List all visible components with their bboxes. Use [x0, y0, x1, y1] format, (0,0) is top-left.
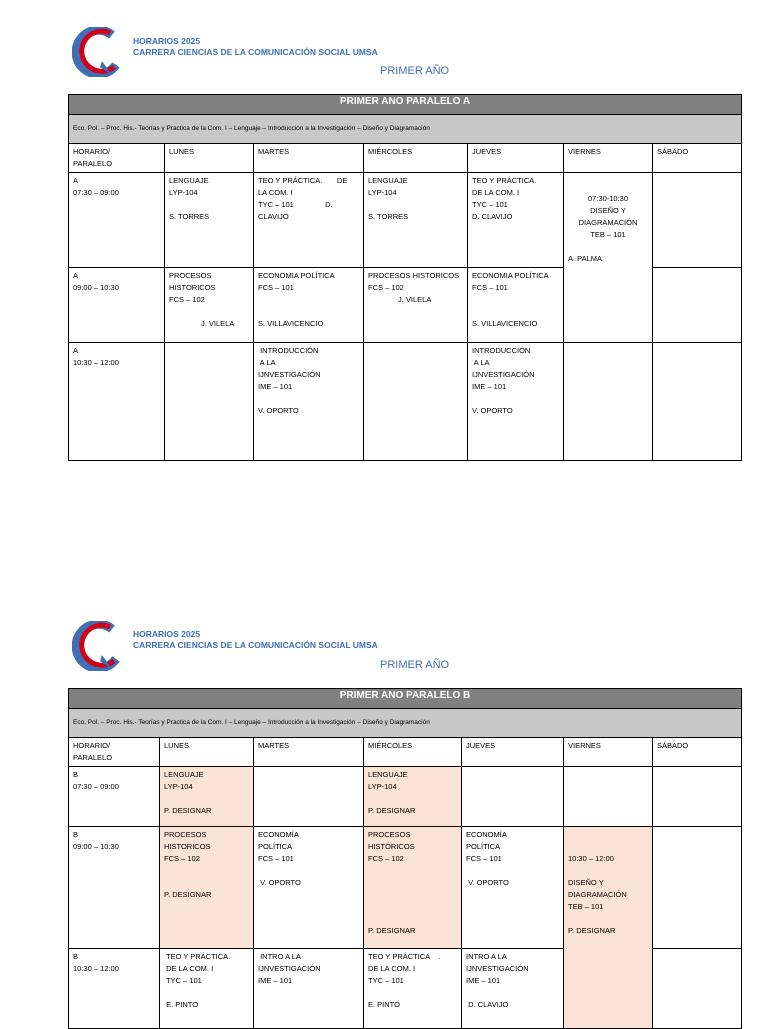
class-cell-viernes: 10:30 – 12:00 DISEÑO Y DIAGRAMACIÓN TEB – 101 P. DESIGNAR	[564, 827, 653, 1029]
header-cell: JUEVES	[468, 144, 564, 173]
class-cell: LENGUAJE LYP-104 S. TORRES	[364, 173, 468, 268]
class-cell	[364, 343, 468, 461]
org-line1: HORARIOS 2025	[133, 36, 201, 46]
class-cell: PROCESOS HISTORICOS FCS – 102 J. VILELA	[364, 268, 468, 343]
class-cell: ECONOMÍA POLÍTICA FCS – 101 V. OPORTO	[462, 827, 564, 949]
class-cell: TEO Y PRÁCTICA. DE LA COM. I TYC – 101 D. CLAVIJO	[254, 173, 364, 268]
class-cell	[165, 343, 254, 461]
class-cell: PROCESOS HISTORICOS FCS – 102 J. VILELA	[165, 268, 254, 343]
year-label: PRIMER AÑO	[380, 65, 450, 77]
umsa-logo-icon	[72, 27, 124, 77]
header-cell: MARTES	[254, 738, 364, 767]
header-cell: HORARIO/ PARALELO	[69, 144, 165, 173]
time-cell: B 09:00 – 10:30	[69, 827, 160, 949]
header-cell: VIERNES	[564, 144, 653, 173]
class-cell: TEO Y PRÁCTICA . DE LA COM. I TYC – 101 E. PINTO	[364, 949, 462, 1029]
class-cell: PROCESOS HISTORICOS FCS – 102 P. DESIGNAR	[160, 827, 254, 949]
professor-name: J. VILELA	[398, 295, 432, 304]
class-cell	[462, 767, 564, 827]
header-cell: LUNES	[165, 144, 254, 173]
class-cell	[564, 343, 653, 461]
header-cell: SÁBADO	[653, 144, 742, 173]
table-title: PRIMER ANO PARALELO B	[69, 689, 742, 709]
header-cell: SÁBADO	[653, 738, 742, 767]
time-cell: B 10:30 – 12:00	[69, 949, 160, 1029]
class-cell-viernes	[564, 173, 653, 343]
class-cell	[653, 343, 742, 461]
class-cell: LENGUAJE LYP-104 P. DESIGNAR	[160, 767, 254, 827]
header-b	[0, 594, 768, 684]
time-cell: A 07:30 – 09:00	[69, 173, 165, 268]
class-cell: TEO Y PRÁCTICA. DE LA COM. I TYC – 101 D. CLAVIJO	[468, 173, 564, 268]
header-cell: HORARIO/ PARALELO	[69, 738, 160, 767]
class-cell: INTRO A LA IJNVESTIGACIÓN IME – 101	[254, 949, 364, 1029]
class-cell	[653, 767, 742, 827]
header-a	[0, 0, 768, 90]
class-cell: PROCESOS HISTÓRICOS FCS – 102 P. DESIGNAR	[364, 827, 462, 949]
umsa-logo-icon	[72, 621, 124, 671]
viernes-class: 07:30-10:30 DISEÑO Y DIAGRAMACIÓN TEB – 101	[578, 194, 638, 239]
subjects-row: Eco. Pol. – Proc. His.- Teorías y Practica de la Com. I – Lenguaje – Introducción a la Investigación – Diseño y Diagramación	[69, 115, 742, 144]
class-cell: INTRODUCCIÓN A LA IJNVESTIGACIÓN IME – 101 V. OPORTO	[468, 343, 564, 461]
class-cell	[653, 173, 742, 268]
org-line1: HORARIOS 2025	[133, 629, 201, 639]
class-cell	[564, 767, 653, 827]
org-title	[133, 629, 378, 651]
class-cell: ECONOMIA POLÍTICA FCS – 101 S. VILLAVICENCIO	[468, 268, 564, 343]
org-line2: CARRERA CIENCIAS DE LA COMUNICACIÓN SOCIAL UMSA	[133, 640, 378, 650]
time-cell: B 07:30 – 09:00	[69, 767, 160, 827]
table-title: PRIMER ANO PARALELO A	[69, 95, 742, 115]
header-cell: MARTES	[254, 144, 364, 173]
schedule-table-b	[68, 688, 742, 1029]
time-cell: A 09:00 – 10:30	[69, 268, 165, 343]
class-cell: ECONOMÍA POLÍTICA FCS – 101 V. OPORTO	[254, 827, 364, 949]
viernes-professor: A. PALMA	[568, 254, 603, 263]
class-cell: INTRODUCCIÓN A LA IJNVESTIGACIÓN IME – 101 V. OPORTO	[254, 343, 364, 461]
header-cell: VIERNES	[564, 738, 653, 767]
year-label: PRIMER AÑO	[380, 659, 450, 671]
professor-name: J. VILELA	[201, 319, 235, 328]
header-cell: LUNES	[160, 738, 254, 767]
subjects-row: Eco. Pol. – Proc. His.- Teorías y Practica de la Com. I – Lenguaje – Introducción a la Investigación – Diseño y Diagramación	[69, 709, 742, 738]
class-cell: TEO Y PRÁCTICA. DE LA COM. I TYC – 101 E. PINTO	[160, 949, 254, 1029]
class-cell	[653, 949, 742, 1029]
schedule-table-a	[68, 94, 742, 461]
class-cell	[653, 827, 742, 949]
class-cell: INTRO A LA IJNVESTIGACIÓN IME – 101 D. CLAVIJO	[462, 949, 564, 1029]
class-cell	[254, 767, 364, 827]
class-cell: LENGUAJE LYP-104 S. TORRES	[165, 173, 254, 268]
org-line2: CARRERA CIENCIAS DE LA COMUNICACIÓN SOCIAL UMSA	[133, 47, 378, 57]
org-title	[133, 36, 378, 58]
class-cell: LENGUAJE LYP-104 P. DESIGNAR	[364, 767, 462, 827]
class-cell	[653, 268, 742, 343]
header-cell: MIÉRCOLES	[364, 144, 468, 173]
header-cell: JUEVES	[462, 738, 564, 767]
header-cell: MIÉRCOLES	[364, 738, 462, 767]
class-cell: ECONOMIA POLÍTICA FCS – 101 S. VILLAVICENCIO	[254, 268, 364, 343]
time-cell: A 10:30 – 12:00	[69, 343, 165, 461]
